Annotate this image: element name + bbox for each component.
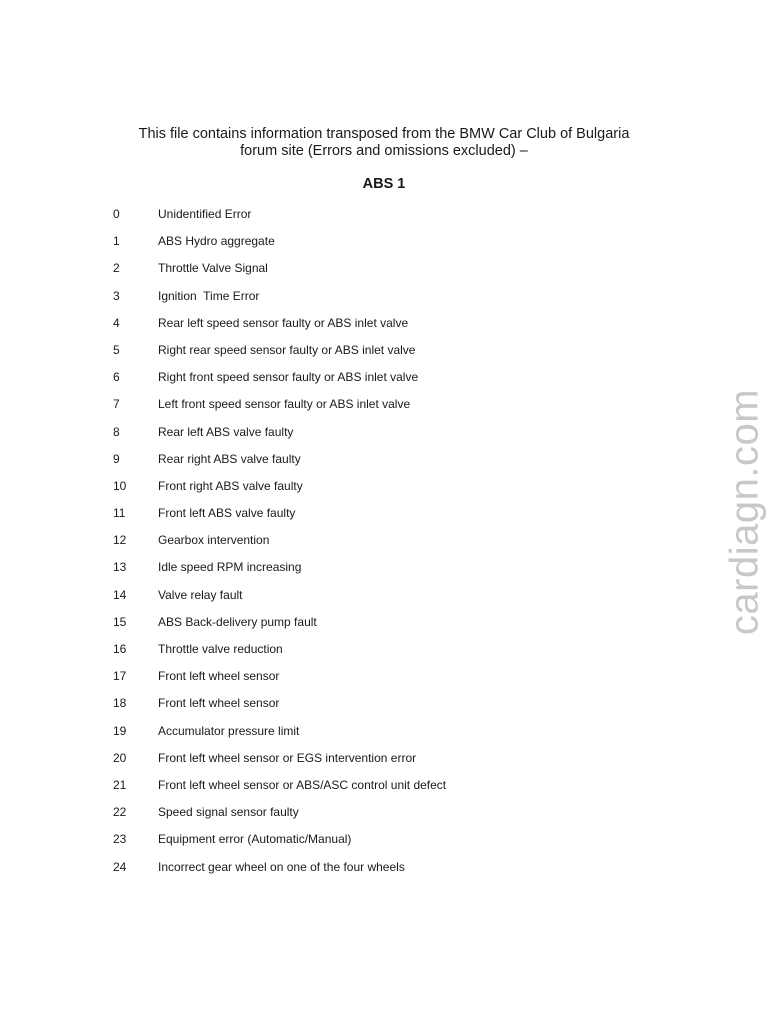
error-code-description: Rear left ABS valve faulty (158, 424, 294, 439)
error-code-row (0, 722, 700, 749)
error-code-row (0, 749, 700, 776)
error-code-number: 9 (113, 451, 120, 466)
error-code-number: 21 (113, 777, 127, 792)
error-code-number: 11 (113, 506, 126, 521)
error-code-number: 24 (113, 859, 127, 874)
error-code-number: 7 (113, 397, 120, 412)
error-code-row (0, 395, 700, 422)
error-code-row (0, 477, 700, 504)
error-code-description: Right front speed sensor faulty or ABS inlet valve (158, 370, 419, 385)
error-code-number: 1 (113, 234, 120, 249)
error-code-description: Front left wheel sensor or ABS/ASC control unit defect (158, 777, 447, 792)
error-code-number: 22 (113, 805, 127, 820)
error-code-number: 0 (113, 207, 120, 221)
error-code-description: Front left wheel sensor or EGS intervention error (158, 750, 417, 765)
error-code-number: 18 (113, 696, 127, 711)
error-code-description: Throttle valve reduction (158, 642, 283, 656)
error-code-number: 4 (113, 315, 120, 330)
error-code-row (0, 341, 700, 368)
error-code-row (0, 368, 700, 395)
error-code-row (0, 205, 700, 232)
error-code-description: ABS Back-delivery pump fault (158, 614, 317, 629)
intro-line-1: This file contains information transposed from the BMW Car Club of Bulgaria (138, 126, 630, 142)
error-code-row (0, 558, 700, 585)
error-code-number: 10 (113, 478, 127, 493)
error-code-description: Front left wheel sensor (158, 669, 280, 684)
error-code-list (0, 205, 700, 885)
error-code-description: Right rear speed sensor faulty or ABS inlet valve (158, 342, 416, 357)
error-code-row (0, 586, 700, 613)
error-code-description: ABS Hydro aggregate (158, 234, 275, 249)
error-code-description: Unidentified Error (158, 207, 252, 221)
error-code-row (0, 776, 700, 803)
error-code-description: Gearbox intervention (158, 533, 270, 548)
section-title: ABS 1 (362, 176, 406, 192)
error-code-description: Left front speed sensor faulty or ABS inlet valve (158, 397, 411, 412)
error-code-number: 19 (113, 723, 127, 738)
error-code-number: 13 (113, 560, 127, 575)
error-code-description: Valve relay fault (158, 587, 243, 602)
error-code-row (0, 531, 700, 558)
error-code-description: Incorrect gear wheel on one of the four wheels (158, 859, 405, 874)
error-code-number: 6 (113, 370, 120, 385)
error-code-description: Rear right ABS valve faulty (158, 451, 301, 466)
error-code-number: 8 (113, 424, 120, 439)
error-code-description: Front left ABS valve faulty (158, 506, 296, 521)
error-code-description: Accumulator pressure limit (158, 723, 300, 738)
error-code-number: 14 (113, 587, 127, 602)
error-code-row (0, 423, 700, 450)
error-code-row (0, 232, 700, 259)
watermark: cardiagn.com (722, 388, 767, 636)
error-code-description: Throttle Valve Signal (158, 261, 268, 276)
error-code-number: 15 (113, 614, 127, 629)
error-code-number: 16 (113, 642, 127, 656)
error-code-description: Front left wheel sensor (158, 696, 280, 711)
error-code-row (0, 803, 700, 830)
error-code-number: 3 (113, 288, 120, 303)
error-code-description: Ignition Time Error (158, 288, 260, 303)
error-code-number: 5 (113, 342, 120, 357)
error-code-row (0, 613, 700, 640)
error-code-description: Rear left speed sensor faulty or ABS inlet valve (158, 315, 409, 330)
error-code-row (0, 667, 700, 694)
error-code-number: 23 (113, 832, 127, 847)
error-code-description: Front right ABS valve faulty (158, 478, 303, 493)
error-code-row (0, 259, 700, 286)
error-code-row (0, 640, 700, 667)
error-code-description: Idle speed RPM increasing (158, 560, 302, 575)
intro-paragraph (0, 126, 768, 160)
error-code-row (0, 694, 700, 721)
error-code-row (0, 504, 700, 531)
error-code-row (0, 287, 700, 314)
error-code-description: Equipment error (Automatic/Manual) (158, 832, 352, 847)
error-code-description: Speed signal sensor faulty (158, 805, 299, 820)
intro-line-2: forum site (Errors and omissions excluded) – (240, 143, 528, 159)
error-code-number: 12 (113, 533, 127, 548)
error-code-row (0, 830, 700, 857)
error-code-number: 2 (113, 261, 120, 276)
error-code-row (0, 314, 700, 341)
error-code-row (0, 450, 700, 477)
error-code-number: 20 (113, 750, 127, 765)
error-code-number: 17 (113, 669, 127, 684)
error-code-row (0, 858, 700, 885)
